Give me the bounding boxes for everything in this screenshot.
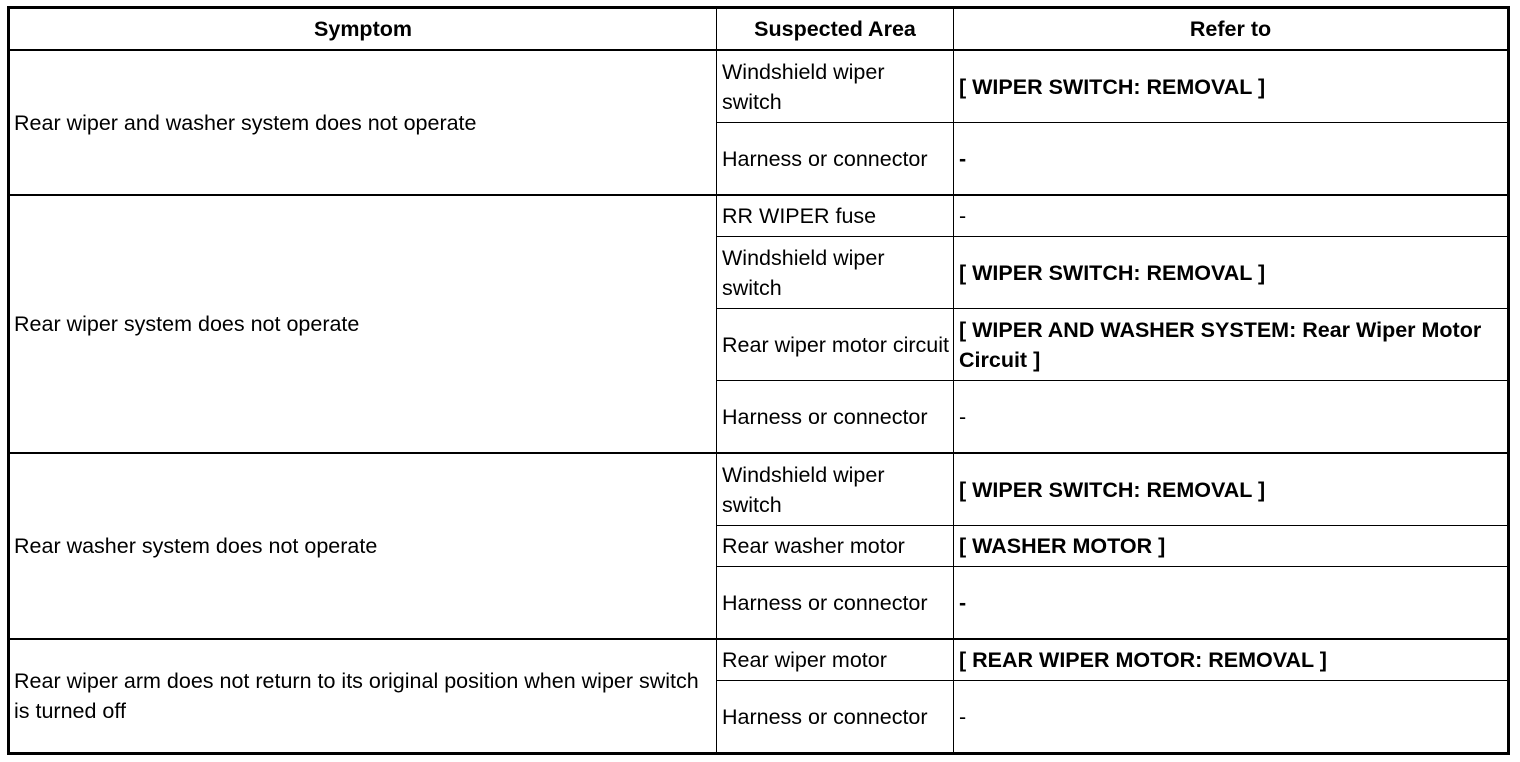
refer-cell: - — [954, 381, 1509, 454]
refer-cell: - — [954, 123, 1509, 196]
suspected-area-cell: Rear wiper motor — [717, 639, 954, 681]
table-row — [9, 195, 1509, 237]
refer-cell: - — [954, 195, 1509, 237]
suspected-area-cell: Windshield wiper switch — [717, 237, 954, 309]
header-suspected-area: Suspected Area — [717, 8, 954, 51]
refer-link[interactable]: [ REAR WIPER MOTOR: REMOVAL ] — [954, 639, 1509, 681]
table-row — [9, 453, 1509, 526]
suspected-area-cell: Windshield wiper switch — [717, 50, 954, 123]
refer-cell: - — [954, 567, 1509, 640]
suspected-area-cell: Harness or connector — [717, 681, 954, 754]
refer-cell: - — [954, 681, 1509, 754]
suspected-area-cell: Rear wiper motor circuit — [717, 309, 954, 381]
refer-link[interactable]: [ WIPER AND WASHER SYSTEM: Rear Wiper Motor Circuit ] — [954, 309, 1509, 381]
table-row — [9, 50, 1509, 123]
suspected-area-cell: Windshield wiper switch — [717, 453, 954, 526]
suspected-area-cell: RR WIPER fuse — [717, 195, 954, 237]
diagnosis-table — [7, 6, 1510, 755]
refer-link[interactable]: [ WIPER SWITCH: REMOVAL ] — [954, 237, 1509, 309]
symptom-cell: Rear wiper and washer system does not operate — [9, 50, 717, 195]
suspected-area-cell: Harness or connector — [717, 381, 954, 454]
suspected-area-cell: Harness or connector — [717, 123, 954, 196]
table-row — [9, 639, 1509, 681]
header-refer-to: Refer to — [954, 8, 1509, 51]
suspected-area-cell: Rear washer motor — [717, 526, 954, 567]
symptom-cell: Rear wiper system does not operate — [9, 195, 717, 453]
symptom-cell: Rear washer system does not operate — [9, 453, 717, 639]
refer-link[interactable]: [ WIPER SWITCH: REMOVAL ] — [954, 453, 1509, 526]
refer-link[interactable]: [ WIPER SWITCH: REMOVAL ] — [954, 50, 1509, 123]
suspected-area-cell: Harness or connector — [717, 567, 954, 640]
header-row — [9, 8, 1509, 51]
header-symptom: Symptom — [9, 8, 717, 51]
refer-link[interactable]: [ WASHER MOTOR ] — [954, 526, 1509, 567]
symptom-cell: Rear wiper arm does not return to its original position when wiper switch is turned off — [9, 639, 717, 754]
